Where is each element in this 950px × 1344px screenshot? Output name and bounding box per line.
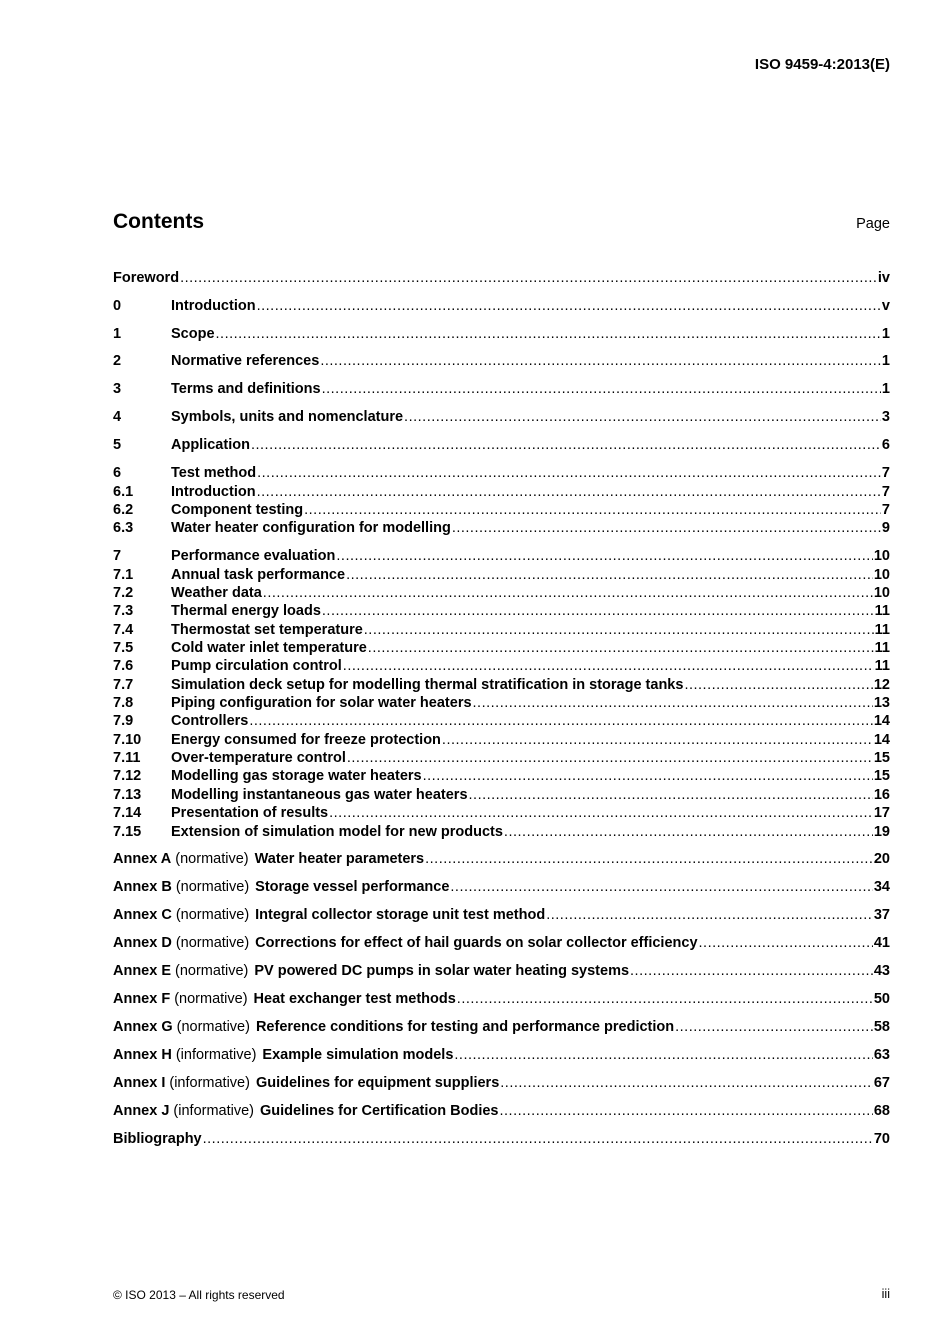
toc-entry-page: 7 bbox=[881, 465, 890, 481]
toc-entry-number: 7.3 bbox=[113, 603, 134, 619]
footer-page-number: iii bbox=[881, 1287, 890, 1301]
toc-entry-page: 1 bbox=[881, 326, 890, 342]
toc-leader bbox=[675, 1018, 873, 1036]
toc-entry-number: 7.8 bbox=[113, 695, 134, 711]
toc-leader bbox=[257, 297, 881, 315]
toc-entry-page: 68 bbox=[873, 1103, 890, 1119]
toc-entry-page: 3 bbox=[881, 409, 890, 425]
toc-entry-foreword[interactable] bbox=[113, 269, 890, 287]
toc-entry-7-10[interactable] bbox=[113, 731, 890, 749]
annex-kind: (normative) bbox=[175, 851, 249, 867]
annex-kind: (normative) bbox=[175, 907, 250, 923]
toc-entry-title: Energy consumed for freeze protection bbox=[171, 732, 441, 748]
toc-entry-number: 7.14 bbox=[113, 805, 142, 821]
toc-entry-number: 7.12 bbox=[113, 768, 142, 784]
toc-entry-6[interactable] bbox=[113, 464, 890, 482]
toc-annex-g[interactable] bbox=[113, 1018, 890, 1036]
toc-leader bbox=[320, 352, 881, 370]
toc-entry-number: 7.6 bbox=[113, 658, 134, 674]
toc-entry-number: 6 bbox=[113, 465, 122, 481]
toc-leader bbox=[336, 547, 872, 565]
toc-entry-number: 7.15 bbox=[113, 824, 142, 840]
toc-entry-7-13[interactable] bbox=[113, 786, 890, 804]
toc-entry-title: Guidelines for Certification Bodies bbox=[260, 1103, 499, 1119]
toc-entry-4[interactable] bbox=[113, 408, 890, 426]
toc-entry-title: PV powered DC pumps in solar water heating systems bbox=[254, 963, 630, 979]
toc-entry-number: 7.1 bbox=[113, 567, 134, 583]
toc-annex-b[interactable] bbox=[113, 878, 890, 896]
toc-leader bbox=[425, 850, 873, 868]
toc-annex-a[interactable] bbox=[113, 850, 890, 868]
toc-entry-page: 10 bbox=[873, 585, 890, 601]
toc-entry-page: 20 bbox=[873, 851, 890, 867]
toc-annex-e[interactable] bbox=[113, 962, 890, 980]
toc-entry-0[interactable] bbox=[113, 297, 890, 315]
annex-kind: (informative) bbox=[169, 1075, 250, 1091]
toc-entry-title: Annual task performance bbox=[171, 567, 346, 583]
toc-annex-c[interactable] bbox=[113, 906, 890, 924]
toc-entry-number: 6.3 bbox=[113, 520, 134, 536]
toc-entry-page: 37 bbox=[873, 907, 890, 923]
toc-annex-f[interactable] bbox=[113, 990, 890, 1008]
toc-entry-page: 15 bbox=[873, 750, 890, 766]
toc-entry-title: Water heater configuration for modelling bbox=[171, 520, 451, 536]
toc-entry-title: Component testing bbox=[171, 502, 304, 518]
toc-entry-title: Guidelines for equipment suppliers bbox=[255, 1075, 500, 1091]
toc-leader bbox=[473, 694, 873, 712]
toc-leader bbox=[364, 621, 874, 639]
footer-copyright: © ISO 2013 – All rights reserved bbox=[113, 1288, 285, 1302]
annex-label: Annex C bbox=[113, 907, 172, 923]
toc-entry-title: Performance evaluation bbox=[171, 548, 336, 564]
toc-entry-title: Foreword bbox=[113, 270, 180, 286]
toc-entry-title: Introduction bbox=[171, 298, 256, 314]
toc-leader bbox=[450, 878, 872, 896]
toc-entry-number: 1 bbox=[113, 326, 122, 342]
toc-leader bbox=[368, 639, 874, 657]
toc-entry-number: 7.4 bbox=[113, 622, 134, 638]
toc-leader bbox=[257, 483, 881, 501]
toc-entry-title: Introduction bbox=[171, 484, 256, 500]
toc-entry-6-1[interactable] bbox=[113, 483, 890, 501]
toc-entry-7-9[interactable] bbox=[113, 712, 890, 730]
toc-leader bbox=[699, 934, 873, 952]
toc-entry-page: 11 bbox=[874, 603, 890, 619]
toc-entry-page: v bbox=[881, 298, 890, 314]
toc-entry-title: Example simulation models bbox=[262, 1047, 454, 1063]
toc-entry-number: 0 bbox=[113, 298, 122, 314]
toc-leader bbox=[347, 749, 873, 767]
toc-entry-title: Water heater parameters bbox=[254, 851, 425, 867]
toc-entry-page: 7 bbox=[881, 484, 890, 500]
toc-entry-7-4[interactable] bbox=[113, 621, 890, 639]
toc-entry-number: 7.7 bbox=[113, 677, 134, 693]
toc-entry-7-6[interactable] bbox=[113, 657, 890, 675]
toc-entry-page: 34 bbox=[873, 879, 890, 895]
toc-entry-page: iv bbox=[877, 270, 890, 286]
header-document-id: ISO 9459-4:2013(E) bbox=[754, 56, 890, 73]
toc-leader bbox=[442, 731, 873, 749]
toc-entry-page: 14 bbox=[873, 713, 890, 729]
toc-entry-7-8[interactable] bbox=[113, 694, 890, 712]
toc-leader bbox=[423, 767, 873, 785]
annex-label: Annex H bbox=[113, 1047, 172, 1063]
toc-entry-page: 6 bbox=[881, 437, 890, 453]
toc-annex-h[interactable] bbox=[113, 1046, 890, 1064]
toc-entry-page: 9 bbox=[881, 520, 890, 536]
toc-leader bbox=[249, 712, 873, 730]
toc-entry-page: 58 bbox=[873, 1019, 890, 1035]
toc-entry-number: 6.2 bbox=[113, 502, 134, 518]
toc-entry-title: Reference conditions for testing and performance prediction bbox=[255, 1019, 675, 1035]
toc-entry-title: Extension of simulation model for new products bbox=[171, 824, 503, 840]
toc-leader bbox=[546, 906, 873, 924]
toc-entry-title: Simulation deck setup for modelling thermal stratification in storage tanks bbox=[171, 677, 684, 693]
annex-label: Annex F bbox=[113, 991, 171, 1007]
toc-entry-page: 67 bbox=[873, 1075, 890, 1091]
toc-entry-7-3[interactable] bbox=[113, 602, 890, 620]
toc-entry-number: 7.5 bbox=[113, 640, 134, 656]
toc-entry-number: 7.2 bbox=[113, 585, 134, 601]
toc-entry-page: 17 bbox=[873, 805, 890, 821]
toc-entry-page: 19 bbox=[873, 824, 890, 840]
toc-entry-page: 1 bbox=[881, 381, 890, 397]
toc-entry-page: 11 bbox=[874, 640, 890, 656]
toc-entry-title: Corrections for effect of hail guards on solar collector efficiency bbox=[255, 935, 698, 951]
toc-leader bbox=[452, 519, 881, 537]
toc-leader bbox=[203, 1130, 873, 1148]
toc-entry-page: 41 bbox=[873, 935, 890, 951]
toc-entry-page: 12 bbox=[873, 677, 890, 693]
toc-entry-7-2[interactable] bbox=[113, 584, 890, 602]
toc-entry-7-5[interactable] bbox=[113, 639, 890, 657]
toc-leader bbox=[454, 1046, 872, 1064]
toc-leader bbox=[322, 602, 874, 620]
toc-entry-number: 4 bbox=[113, 409, 122, 425]
annex-kind: (normative) bbox=[176, 1019, 250, 1035]
toc-entry-title: Application bbox=[171, 437, 250, 453]
toc-entry-bibliography[interactable] bbox=[113, 1130, 890, 1148]
toc-entry-page: 7 bbox=[881, 502, 890, 518]
toc-entry-6-2[interactable] bbox=[113, 501, 890, 519]
toc-entry-title: Heat exchanger test methods bbox=[253, 991, 456, 1007]
annex-label: Annex I bbox=[113, 1075, 166, 1091]
toc-entry-title: Terms and definitions bbox=[171, 381, 321, 397]
toc-entry-title: Cold water inlet temperature bbox=[171, 640, 367, 656]
page-column-label: Page bbox=[856, 216, 890, 232]
toc-entry-page: 15 bbox=[873, 768, 890, 784]
annex-label: Annex J bbox=[113, 1103, 170, 1119]
annex-kind: (normative) bbox=[175, 879, 250, 895]
toc-entry-7-12[interactable] bbox=[113, 767, 890, 785]
toc-leader bbox=[630, 962, 873, 980]
annex-label: Annex E bbox=[113, 963, 172, 979]
toc-entry-title: Weather data bbox=[171, 585, 262, 601]
toc-leader bbox=[257, 464, 881, 482]
toc-entry-3[interactable] bbox=[113, 380, 890, 398]
toc-entry-number: 5 bbox=[113, 437, 122, 453]
toc-entry-number: 7.11 bbox=[113, 750, 141, 766]
toc-leader bbox=[500, 1074, 873, 1092]
annex-label: Annex A bbox=[113, 851, 172, 867]
toc-entry-number: 7.10 bbox=[113, 732, 142, 748]
toc-entry-page: 50 bbox=[873, 991, 890, 1007]
toc-entry-number: 7 bbox=[113, 548, 122, 564]
toc-entry-title: Piping configuration for solar water heaters bbox=[171, 695, 472, 711]
toc-leader bbox=[504, 823, 873, 841]
contents-title: Contents bbox=[113, 210, 204, 233]
toc-annex-d[interactable] bbox=[113, 934, 890, 952]
toc-entry-title: Modelling gas storage water heaters bbox=[171, 768, 422, 784]
toc-entry-page: 1 bbox=[881, 353, 890, 369]
toc-entry-number: 6.1 bbox=[113, 484, 134, 500]
toc-entry-page: 14 bbox=[873, 732, 890, 748]
toc-entry-7-15[interactable] bbox=[113, 823, 890, 841]
toc-entry-page: 70 bbox=[873, 1131, 890, 1147]
toc-entry-title: Over-temperature control bbox=[171, 750, 346, 766]
toc-entry-page: 11 bbox=[874, 622, 890, 638]
toc-leader bbox=[322, 380, 881, 398]
toc-entry-page: 11 bbox=[874, 658, 890, 674]
toc-entry-title: Test method bbox=[171, 465, 257, 481]
toc-entry-title: Storage vessel performance bbox=[255, 879, 450, 895]
toc-entry-number: 7.13 bbox=[113, 787, 142, 803]
toc-entry-6-3[interactable] bbox=[113, 519, 890, 537]
toc-entry-7-1[interactable] bbox=[113, 566, 890, 584]
toc-leader bbox=[263, 584, 873, 602]
toc-entry-7-7[interactable] bbox=[113, 676, 890, 694]
toc-entry-title: Scope bbox=[171, 326, 215, 342]
toc-entry-title: Symbols, units and nomenclature bbox=[171, 409, 404, 425]
toc-entry-7-11[interactable] bbox=[113, 749, 890, 767]
toc-entry-page: 43 bbox=[873, 963, 890, 979]
toc-entry-page: 10 bbox=[873, 567, 890, 583]
toc-leader bbox=[469, 786, 873, 804]
toc-leader bbox=[251, 436, 881, 454]
toc-annex-i[interactable] bbox=[113, 1074, 890, 1092]
toc-leader bbox=[343, 657, 874, 675]
annex-label: Annex D bbox=[113, 935, 172, 951]
toc-leader bbox=[684, 676, 872, 694]
toc-entry-page: 16 bbox=[873, 787, 890, 803]
toc-entry-7-14[interactable] bbox=[113, 804, 890, 822]
toc-entry-title: Thermostat set temperature bbox=[171, 622, 363, 638]
toc-leader bbox=[404, 408, 881, 426]
toc-entry-title: Presentation of results bbox=[171, 805, 329, 821]
toc-entry-page: 63 bbox=[873, 1047, 890, 1063]
toc-entry-page: 13 bbox=[873, 695, 890, 711]
toc-annex-j[interactable] bbox=[113, 1102, 890, 1120]
toc-entry-page: 10 bbox=[873, 548, 890, 564]
annex-kind: (informative) bbox=[175, 1047, 257, 1063]
toc-entry-title: Modelling instantaneous gas water heaters bbox=[171, 787, 468, 803]
toc-entry-2[interactable] bbox=[113, 352, 890, 370]
toc-leader bbox=[216, 325, 881, 343]
toc-entry-title: Pump circulation control bbox=[171, 658, 342, 674]
toc-entry-number: 7.9 bbox=[113, 713, 134, 729]
toc-entry-number: 3 bbox=[113, 381, 122, 397]
annex-kind: (normative) bbox=[174, 991, 248, 1007]
annex-kind: (informative) bbox=[173, 1103, 254, 1119]
annex-kind: (normative) bbox=[175, 935, 250, 951]
toc-leader bbox=[457, 990, 873, 1008]
toc-entry-title: Normative references bbox=[171, 353, 320, 369]
toc-leader bbox=[329, 804, 873, 822]
toc-leader bbox=[499, 1102, 872, 1120]
toc-leader bbox=[304, 501, 881, 519]
toc-entry-title: Controllers bbox=[171, 713, 249, 729]
toc-entry-5[interactable] bbox=[113, 436, 890, 454]
toc-leader bbox=[180, 269, 877, 287]
annex-kind: (normative) bbox=[175, 963, 249, 979]
toc-entry-title: Bibliography bbox=[113, 1131, 202, 1147]
annex-label: Annex G bbox=[113, 1019, 173, 1035]
toc-entry-7[interactable] bbox=[113, 547, 890, 565]
toc-entry-title: Integral collector storage unit test method bbox=[255, 907, 546, 923]
toc-entry-1[interactable] bbox=[113, 325, 890, 343]
toc-entry-number: 2 bbox=[113, 353, 122, 369]
toc-leader bbox=[346, 566, 873, 584]
toc-entry-title: Thermal energy loads bbox=[171, 603, 321, 619]
annex-label: Annex B bbox=[113, 879, 172, 895]
